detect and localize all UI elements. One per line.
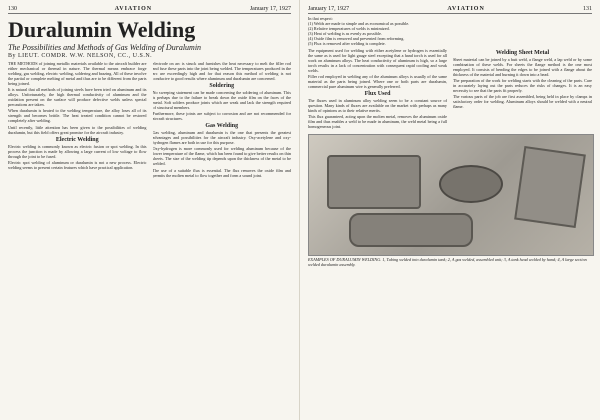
list-item: (1) Welds are made to simple and as economical as possible. [308,21,410,26]
paragraph: The use of a suitable flux is essential. The flux removes the oxide film and permits the molten metal to flow together and form a sound joint. [152,167,291,178]
article-byline: By LIEUT. COMDR. W.W. NELSON, CC., U.S.N. [8,53,153,59]
left-running-header [8,6,291,14]
right-running-header [308,6,592,14]
paragraph: The preparation of the work for welding starts with the cleaning of the parts. Care in accurately laying out the parts reduces the risks of changes. It is an easy necessity to see that the parts fit properly. [453,78,592,94]
right-page [300,0,600,420]
welded-assembly-image [439,165,503,203]
left-column-2 [153,61,292,179]
paragraph: Gas welding, aluminum and duralumin is the one that presents the greatest advantages and possibilities for the aircraft industry. Oxy-acetylene and oxy-hydrogen flames are both in use for this purpose. [152,130,291,146]
right-column-1 [308,48,447,131]
list-item: (4) Oxide film is removed and prevented from reforming. [308,36,405,41]
welded-tank-image [327,155,421,209]
paragraph: Oxy-hydrogen is more commonly used for welding aluminum because of the lower temperature of the flame, which has been found to give better results on thin sheets. The size of the welding tip depends upon the thickness of the metal to be welded. [152,146,291,167]
left-column-1 [8,61,147,179]
paragraph: The various parts of the job are first assembled, being held in place by clamps in satisfactory order for welding. Aluminum alloys should be welded with a neutral flame. [453,94,592,110]
list-title: In that respect: [308,16,333,21]
paragraph: This flux guaranteed, acting upon the molten metal, removes the aluminum oxide film and thus enables a weld to be made in aluminum, the weld metal being a full homogeneous joint. [308,114,447,130]
paragraph: The fluxes used in aluminum alloy welding seem to be a constant source of question. Many kinds of fluxes are available on the market with perhaps as many kinds of opinions as to their relative merits. [308,98,447,114]
paragraph: THE METHODS of joining metallic materials available to the aircraft builder are either mechanical or thermal in nature. The thermal means embrace forge welding, gas welding, electric welding, soldering and brazing. All of these involve the partial or complete melting of metal and thus are to be different from the parts being joined. [8,61,147,86]
section-heading-sheet-metal: Welding Sheet Metal [495,50,550,56]
paragraph: Electric spot welding of aluminum or duralumin is not a new process. Electric welding seems to present certain features which have practical application. [8,159,147,170]
paragraph: Filler rod employed in welding any of the aluminum alloys is usually of the same material as the parts being joined. Where one or both parts are duralumin, commercial pure aluminum wire is generally preferred. [308,74,447,90]
welded-tank-head-image [514,146,586,228]
paragraph: Sheet material can be joined by a butt weld, a flange weld, a lap weld or by some combination of these welds. For sheets the flange method is the one most employed. It consists of bending the edges to be joined with a flange about the thickness of the material and burning it down into a bead. [453,57,592,77]
paragraph: When duralumin is heated to the welding temperature, the alloy loses all of its strength and becomes brittle. The heat treated condition cannot be restored completely after welding. [8,108,147,124]
paragraph: The equipment used for welding with either acetylene or hydrogen is essentially the same as is used for light gauge steel excepting that a hand torch is used for all work on aluminum alloys. The heat conductivity of aluminum is high, so a large torch results in a lack of concentration with consequent rapid cooling and weak welds. [308,48,447,73]
article-subtitle: The Possibilities and Methods of Gas Welding of Duralumin [8,43,202,52]
left-columns [8,61,291,179]
paragraph: electrode on arc is struck and furnishes the heat necessary to melt the filler rod and fuse these parts into the joint being welded. The temperatures produced in the arc are exceedingly high and for that reason this method of welding is not conducive to good results where aluminum and duralumin are concerned. [152,61,291,81]
list-item: (3) Heat of welding is as evenly as possible. [308,31,382,36]
article-title: Duralumin Welding [8,17,196,42]
left-date: January 17, 1927 [249,6,291,12]
paragraph: No sweeping statement can be made concerning the soldering of aluminum. This is perhaps due to the failure to break down the oxide film on the faces of the metal. Soft solders produce joints which are weak and lack the strength required of structural members. [152,90,291,110]
left-page-number: 130 [8,6,17,12]
list-item: (2) Relative temperatures of welds is minimized. [308,26,390,31]
section-heading-flux: Flux Used [364,91,391,98]
paragraph: It is natural that all methods of joining steels have been tried on aluminum and its alloys. Unfortunately, the high thermal conductivity of aluminum and the oxidation present on the surface will produce defective welds unless special precautions are taken. [8,87,147,108]
right-columns [308,48,592,131]
welded-section-image [349,213,473,247]
section-heading-electric: Electric Welding [55,136,99,143]
paragraph: Furthermore, these joints are subject to corrosion and are not recommended for aircraft structures. [152,111,291,122]
left-magazine-name: AVIATION [114,6,153,12]
section-heading-gas: Gas Welding [205,123,239,130]
list-item: (5) Flux is removed after welding is complete. [308,41,386,46]
paragraph: Electric welding is commonly known as electric fusion or spot welding. In this process the junction is made by allowing a large current of low voltage to flow through the joint to be fused. [8,143,147,159]
right-magazine-name: AVIATION [447,6,485,12]
welding-examples-photo [308,134,594,256]
right-date: January 17, 1927 [308,6,350,12]
right-column-2 [453,48,592,131]
right-page-number: 131 [583,6,592,12]
paragraph: Until recently, little attention has been given to the possibilities of welding duralumin, but this field offers great promise for the aircraft industry. [8,124,147,135]
gas-welding-list [308,16,592,46]
section-heading-soldering: Soldering [209,83,235,89]
photo-caption: EXAMPLES OF DURALUMIN WELDING. 1, Tubing welded into duralumin tank; 2, A gas welded, assembled unit; 3, A tank head welded by hand; 4, A large section welded duralumin assembly. [308,256,587,267]
